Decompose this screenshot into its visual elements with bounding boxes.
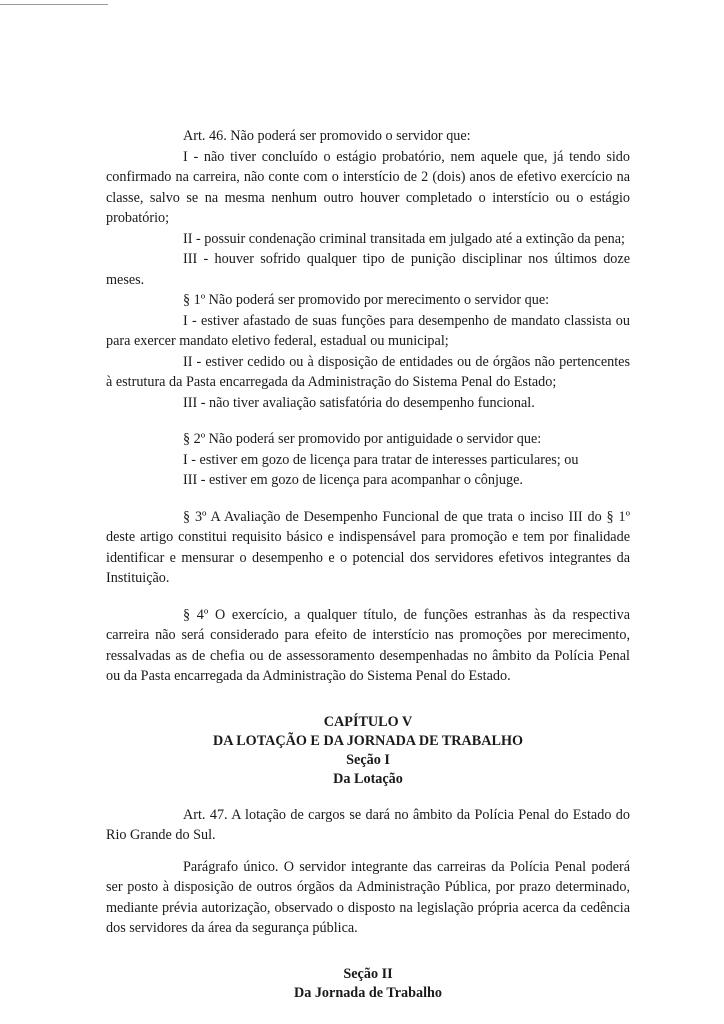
spacer — [106, 846, 630, 857]
paragraph-4: § 4º O exercício, a qualquer título, de funções estranhas às da respectiva carreira não será considerado para efeito de interstício nas promoções por merecimento, ressalvadas as de chefia ou de assessoramento desempenhadas no âmbito da Polícia Penal ou da Pasta encarregada da Administração do Sistema Penal do Estado. — [106, 606, 630, 684]
paragraph-2: § 2º Não poderá ser promovido por antiguidade o servidor que: — [183, 431, 542, 447]
art46-item-iii: III - houver sofrido qualquer tipo de punição disciplinar nos últimos doze meses. — [106, 251, 630, 288]
paragraph-2-item-iii: III - estiver em gozo de licença para acompanhar o cônjuge. — [183, 472, 523, 488]
art47-text: Art. 47. A lotação de cargos se dará no âmbito da Polícia Penal do Estado do Rio Grande do Sul. — [106, 806, 630, 843]
paragraph-1-item-i: I - estiver afastado de suas funções para desempenho de mandato classista ou para exercer mandato eletivo federal, estadual ou municipal; — [106, 312, 630, 349]
scan-edge-line — [0, 4, 108, 5]
spacer — [106, 413, 630, 429]
spacer — [106, 939, 630, 965]
art46-item-i: I - não tiver concluído o estágio probatório, nem aquele que, já tendo sido confirmado na carreira, não conte com o interstício de 2 (dois) anos de efetivo exercício na classe, salvo se na mesma nenhum outro houver completado o interstício ou o estágio probatório; — [106, 148, 630, 226]
paragraph-3: § 3º A Avaliação de Desempenho Funcional de que trata o inciso III do § 1º deste artigo constitui requisito básico e indispensável para promoção e tem por finalidade identificar e mensurar o desempenho e o potencial dos servidores efetivos integrantes da Instituição. — [106, 508, 630, 586]
section-2-title: Seção II — [343, 965, 393, 982]
art46-heading: Art. 46. Não poderá ser promovido o servidor que: — [183, 128, 471, 144]
document-page — [106, 126, 630, 1003]
art46-item-ii: II - possuir condenação criminal transitada em julgado até a extinção da pena; — [183, 230, 625, 247]
chapter-subtitle: DA LOTAÇÃO E DA JORNADA DE TRABALHO — [212, 732, 524, 749]
spacer — [106, 589, 630, 605]
spacer — [106, 789, 630, 805]
paragraph-2-item-i: I - estiver em gozo de licença para tratar de interesses particulares; ou — [183, 451, 579, 468]
paragraph-1-item-ii: II - estiver cedido ou à disposição de entidades ou de órgãos não pertencentes à estrutura da Pasta encarregada da Administração do Sistema Penal do Estado; — [106, 353, 630, 390]
section-1-title: Seção I — [346, 751, 390, 768]
spacer — [106, 491, 630, 507]
spacer — [106, 687, 630, 713]
art47-sole-paragraph: Parágrafo único. O servidor integrante das carreiras da Polícia Penal poderá ser posto à disposição de outros órgãos da Administração Pública, por prazo determinado, mediante prévia autorização, observado o disposto na legislação própria acerca da cedência dos servidores da área da segurança pública. — [106, 858, 630, 936]
paragraph-1: § 1º Não poderá ser promovido por merecimento o servidor que: — [183, 292, 550, 308]
section-2-subtitle: Da Jornada de Trabalho — [293, 984, 443, 1001]
chapter-title: CAPÍTULO V — [323, 713, 413, 730]
paragraph-1-item-iii: III - não tiver avaliação satisfatória do desempenho funcional. — [183, 394, 535, 411]
section-1-subtitle: Da Lotação — [333, 770, 403, 787]
